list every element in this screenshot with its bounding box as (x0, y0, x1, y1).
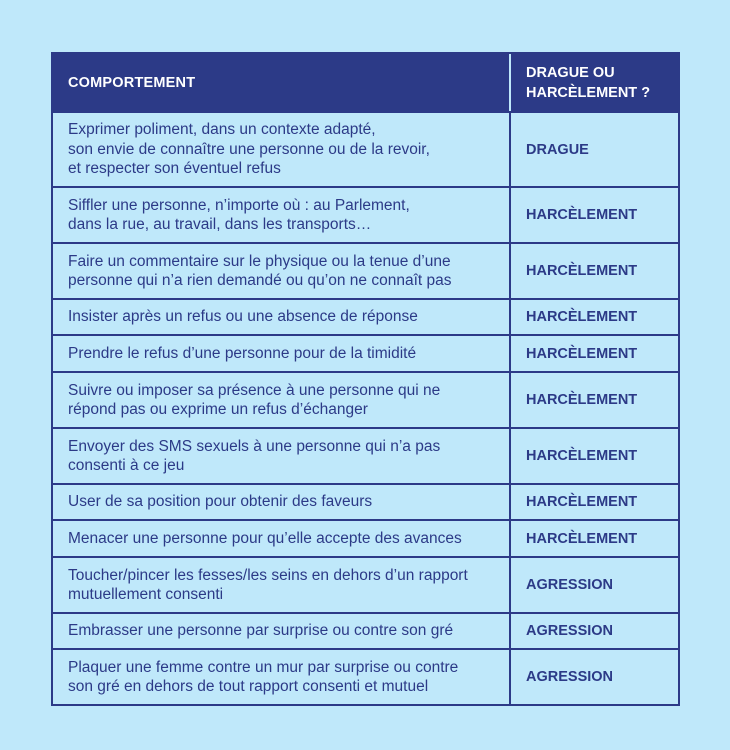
table-row (53, 556, 678, 612)
behavior-cell: Insister après un refus ou une absence de réponse (68, 308, 418, 326)
table-row (53, 186, 678, 242)
category-cell: HARCÈLEMENT (509, 521, 678, 556)
table-row (53, 648, 678, 704)
table-row (53, 111, 678, 186)
category-cell: HARCÈLEMENT (509, 373, 678, 427)
behavior-cell: Faire un commentaire sur le physique ou la tenue d’une personne qui n’a rien demandé ou qu’on ne connaît pas (68, 252, 452, 289)
category-cell: AGRESSION (509, 614, 678, 648)
category-cell: AGRESSION (509, 650, 678, 704)
category-cell: HARCÈLEMENT (509, 244, 678, 298)
behavior-cell: Embrasser une personne par surprise ou contre son gré (68, 622, 454, 640)
category-cell: AGRESSION (509, 558, 678, 612)
table-row (53, 371, 678, 427)
behavior-cell: Siffler une personne, n’importe où : au Parlement, dans la rue, au travail, dans les transports… (68, 196, 410, 233)
behavior-cell: Prendre le refus d’une personne pour de la timidité (68, 344, 417, 362)
table-row (53, 519, 678, 556)
category-cell: HARCÈLEMENT (509, 188, 678, 242)
table-row (53, 298, 678, 334)
header-behavior: COMPORTEMENT (68, 74, 196, 91)
category-cell: HARCÈLEMENT (509, 485, 678, 519)
behavior-cell: Plaquer une femme contre un mur par surprise ou contre son gré en dehors de tout rapport consenti et mutuel (68, 658, 459, 695)
behavior-cell: Suivre ou imposer sa présence à une personne qui ne répond pas ou exprime un refus d’échanger (68, 381, 441, 418)
behavior-cell: Menacer une personne pour qu’elle accepte des avances (68, 529, 462, 547)
behavior-cell: Toucher/pincer les fesses/les seins en dehors d’un rapport mutuellement consenti (68, 566, 468, 603)
table-row (53, 612, 678, 648)
table-header (53, 54, 678, 111)
table-row (53, 334, 678, 371)
table-row (53, 427, 678, 483)
header-category: DRAGUE OU HARCÈLEMENT ? (509, 54, 678, 111)
behavior-cell: User de sa position pour obtenir des faveurs (68, 493, 373, 511)
category-cell: HARCÈLEMENT (509, 429, 678, 483)
table-row (53, 483, 678, 519)
category-cell: HARCÈLEMENT (509, 300, 678, 334)
behavior-cell: Exprimer poliment, dans un contexte adapté, son envie de connaître une personne ou de la revoir, et respecter son éventuel refus (68, 121, 430, 178)
table-row (53, 242, 678, 298)
behavior-cell: Envoyer des SMS sexuels à une personne qui n’a pas consenti à ce jeu (68, 437, 441, 474)
category-cell: DRAGUE (509, 113, 678, 186)
category-cell: HARCÈLEMENT (509, 336, 678, 371)
behavior-table (51, 52, 680, 706)
